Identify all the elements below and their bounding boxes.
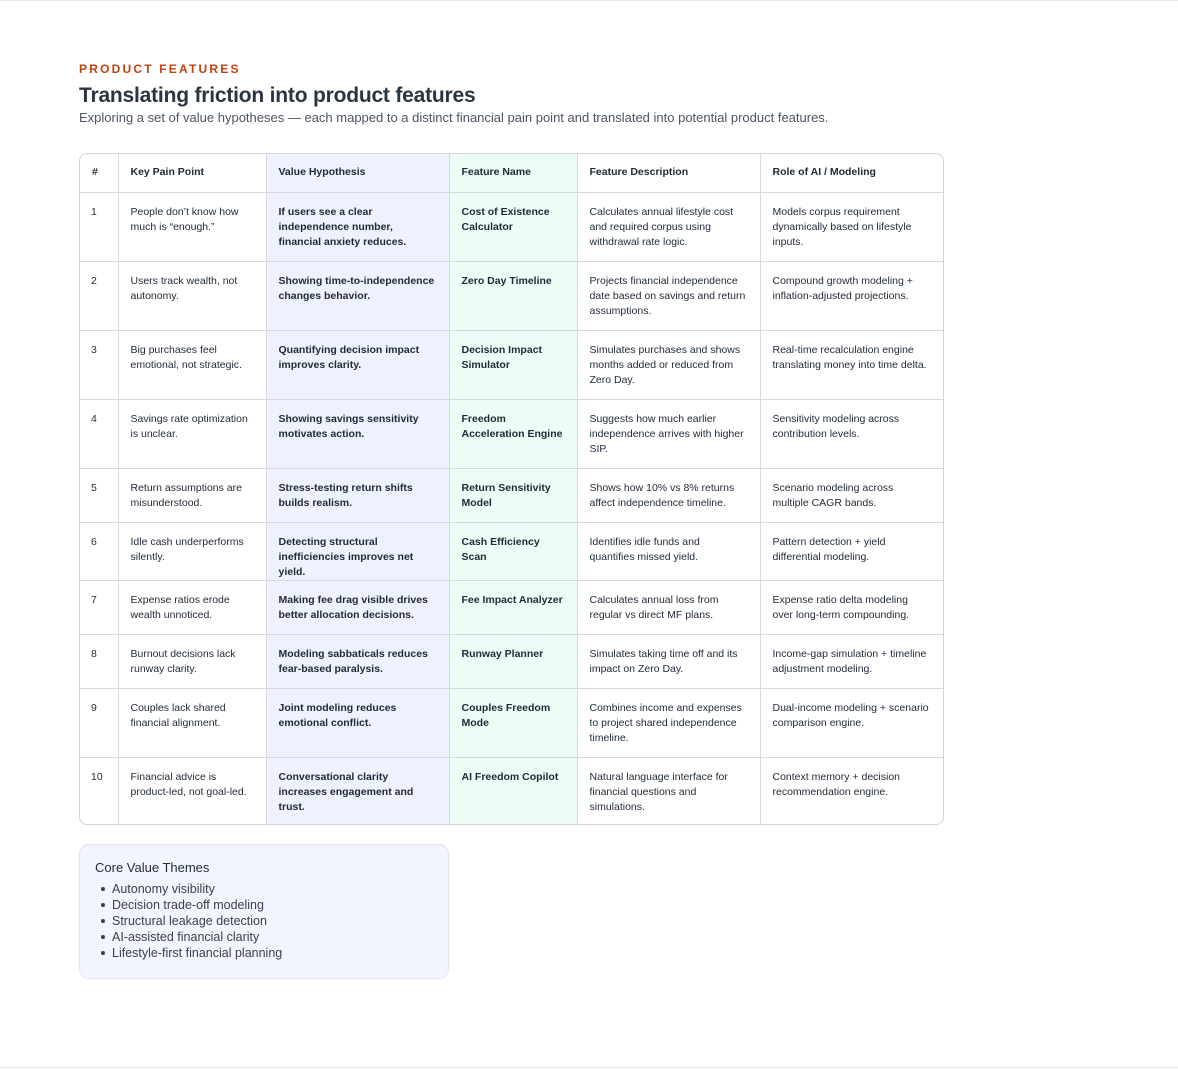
feature-name-cell: Cost of Existence Calculator xyxy=(449,192,577,261)
table-row xyxy=(80,757,943,825)
value-hypothesis-cell: Stress-testing return shifts builds realism. xyxy=(266,468,449,522)
value-hypothesis-cell: Making fee drag visible drives better allocation decisions. xyxy=(266,580,449,634)
list-item: Autonomy visibility xyxy=(95,881,433,897)
row-number: 3 xyxy=(80,330,118,399)
themes-title: Core Value Themes xyxy=(95,860,210,875)
value-hypothesis-cell: If users see a clear independence number, financial anxiety reduces. xyxy=(266,192,449,261)
list-item: Lifestyle-first financial planning xyxy=(95,945,433,961)
table-row xyxy=(80,688,943,757)
table-row xyxy=(80,330,943,399)
top-divider xyxy=(0,0,1178,1)
feature-description-cell: Identifies idle funds and quantifies missed yield. xyxy=(577,522,760,580)
value-hypothesis-cell: Quantifying decision impact improves clarity. xyxy=(266,330,449,399)
value-hypothesis-cell: Conversational clarity increases engagement and trust. xyxy=(266,757,449,825)
feature-name-cell: Return Sensitivity Model xyxy=(449,468,577,522)
ai-role-cell: Expense ratio delta modeling over long-term compounding. xyxy=(760,580,943,634)
pain-point-cell: People don’t know how much is “enough.” xyxy=(118,192,266,261)
value-hypothesis-cell: Showing savings sensitivity motivates action. xyxy=(266,399,449,468)
pain-point-cell: Burnout decisions lack runway clarity. xyxy=(118,634,266,688)
feature-name-cell: Freedom Acceleration Engine xyxy=(449,399,577,468)
pain-point-cell: Couples lack shared financial alignment. xyxy=(118,688,266,757)
column-header-feature-description: Feature Description xyxy=(577,154,760,192)
table-row xyxy=(80,261,943,330)
pain-point-cell: Users track wealth, not autonomy. xyxy=(118,261,266,330)
value-hypothesis-cell: Joint modeling reduces emotional conflict. xyxy=(266,688,449,757)
table-row xyxy=(80,399,943,468)
feature-description-cell: Simulates taking time off and its impact on Zero Day. xyxy=(577,634,760,688)
pain-point-cell: Big purchases feel emotional, not strategic. xyxy=(118,330,266,399)
page-title: Translating friction into product features xyxy=(79,84,476,107)
features-table xyxy=(80,154,943,825)
ai-role-cell: Income-gap simulation + timeline adjustment modeling. xyxy=(760,634,943,688)
ai-role-cell: Real-time recalculation engine translating money into time delta. xyxy=(760,330,943,399)
feature-description-cell: Suggests how much earlier independence arrives with higher SIP. xyxy=(577,399,760,468)
row-number: 9 xyxy=(80,688,118,757)
ai-role-cell: Compound growth modeling + inflation-adjusted projections. xyxy=(760,261,943,330)
pain-point-cell: Idle cash underperforms silently. xyxy=(118,522,266,580)
feature-name-cell: Zero Day Timeline xyxy=(449,261,577,330)
table-row xyxy=(80,580,943,634)
row-number: 2 xyxy=(80,261,118,330)
column-header-value-hypothesis: Value Hypothesis xyxy=(266,154,449,192)
table-row xyxy=(80,192,943,261)
feature-description-cell: Simulates purchases and shows months added or reduced from Zero Day. xyxy=(577,330,760,399)
row-number: 10 xyxy=(80,757,118,825)
ai-role-cell: Models corpus requirement dynamically based on lifestyle inputs. xyxy=(760,192,943,261)
feature-name-cell: Decision Impact Simulator xyxy=(449,330,577,399)
value-hypothesis-cell: Modeling sabbaticals reduces fear-based paralysis. xyxy=(266,634,449,688)
ai-role-cell: Scenario modeling across multiple CAGR bands. xyxy=(760,468,943,522)
feature-description-cell: Calculates annual loss from regular vs direct MF plans. xyxy=(577,580,760,634)
ai-role-cell: Dual-income modeling + scenario comparison engine. xyxy=(760,688,943,757)
value-hypothesis-cell: Showing time-to-independence changes behavior. xyxy=(266,261,449,330)
row-number: 6 xyxy=(80,522,118,580)
table-row xyxy=(80,468,943,522)
feature-description-cell: Shows how 10% vs 8% returns affect independence timeline. xyxy=(577,468,760,522)
ai-role-cell: Context memory + decision recommendation engine. xyxy=(772,770,901,798)
themes-list xyxy=(95,881,433,961)
table-row xyxy=(80,522,943,580)
core-value-themes-card xyxy=(79,844,449,979)
list-item: Structural leakage detection xyxy=(95,913,433,929)
row-number: 1 xyxy=(80,192,118,261)
pain-point-cell: Return assumptions are misunderstood. xyxy=(118,468,266,522)
feature-name-cell: Fee Impact Analyzer xyxy=(449,580,577,634)
ai-role-cell: Pattern detection + yield differential modeling. xyxy=(760,522,943,580)
list-item: AI-assisted financial clarity xyxy=(95,929,433,945)
pain-point-cell: Financial advice is product-led, not goal-led. xyxy=(118,757,266,825)
bottom-divider xyxy=(0,1067,1178,1068)
table-header-row xyxy=(80,154,943,192)
feature-name-cell: Couples Freedom Mode xyxy=(449,688,577,757)
feature-name-cell: AI Freedom Copilot xyxy=(449,757,577,825)
row-number: 5 xyxy=(80,468,118,522)
row-number: 4 xyxy=(80,399,118,468)
section-eyebrow: PRODUCT FEATURES xyxy=(79,62,241,76)
column-header-pain-point: Key Pain Point xyxy=(118,154,266,192)
column-header-ai-role: Role of AI / Modeling xyxy=(760,154,943,192)
row-number: 7 xyxy=(80,580,118,634)
feature-description-cell: Calculates annual lifestyle cost and required corpus using withdrawal rate logic. xyxy=(577,192,760,261)
feature-description-cell: Natural language interface for financial questions and simulations. xyxy=(577,757,760,825)
value-hypothesis-cell: Detecting structural inefficiencies improves net yield. xyxy=(266,522,449,580)
column-header-feature-name: Feature Name xyxy=(449,154,577,192)
feature-name-cell: Cash Efficiency Scan xyxy=(449,522,577,580)
row-number: 8 xyxy=(80,634,118,688)
pain-point-cell: Savings rate optimization is unclear. xyxy=(118,399,266,468)
page-subtitle: Exploring a set of value hypotheses — each mapped to a distinct financial pain point and translated into potential product features. xyxy=(79,110,829,125)
feature-name-cell: Runway Planner xyxy=(449,634,577,688)
feature-description-cell: Projects financial independence date based on savings and return assumptions. xyxy=(577,261,760,330)
feature-description-cell: Combines income and expenses to project shared independence timeline. xyxy=(577,688,760,757)
list-item: Decision trade-off modeling xyxy=(95,897,433,913)
ai-role-cell: Sensitivity modeling across contribution levels. xyxy=(760,399,943,468)
table-row xyxy=(80,634,943,688)
column-header-number: # xyxy=(80,154,118,192)
pain-point-cell: Expense ratios erode wealth unnoticed. xyxy=(118,580,266,634)
features-table-container xyxy=(79,153,944,825)
